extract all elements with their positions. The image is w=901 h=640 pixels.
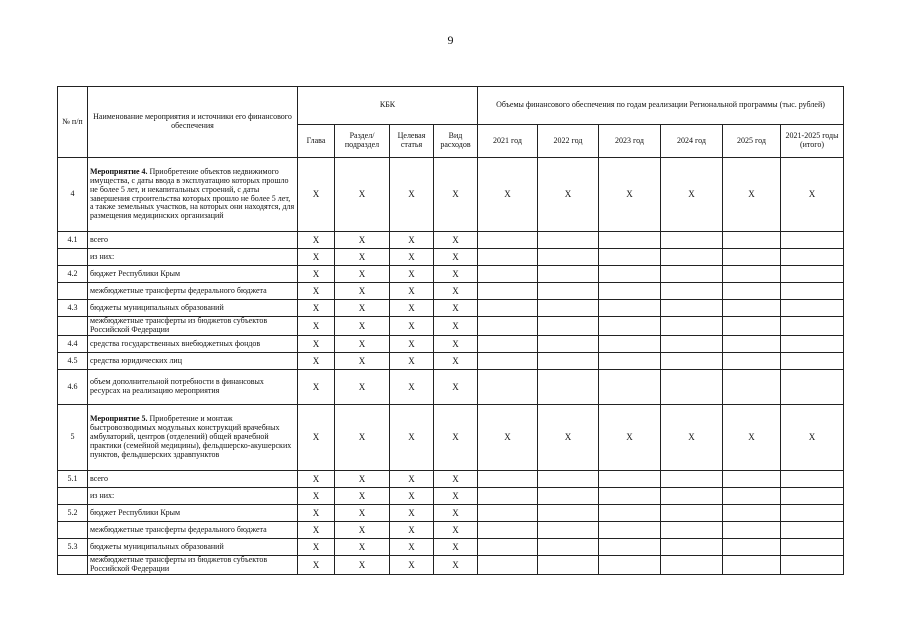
year-cell — [781, 336, 844, 353]
row-number: 4.5 — [58, 353, 88, 370]
year-cell — [781, 505, 844, 522]
row-text: средства государственных внебюджетных фондов — [90, 338, 261, 348]
row-text: объем дополнительной потребности в финансовых ресурсах на реализацию мероприятия — [90, 377, 264, 395]
year-cell — [781, 317, 844, 336]
year-cell — [661, 556, 723, 575]
year-cell — [781, 488, 844, 505]
row-text: бюджет Республики Крым — [90, 507, 181, 517]
kbk-cell: X — [434, 471, 478, 488]
row-name — [88, 522, 298, 539]
row-name — [88, 249, 298, 266]
row-text: межбюджетные трансферты федерального бюджета — [90, 285, 267, 295]
year-cell: X — [781, 405, 844, 471]
year-cell: X — [661, 158, 723, 232]
kbk-cell: X — [390, 370, 434, 405]
kbk-cell: X — [335, 522, 390, 539]
kbk-cell: X — [390, 158, 434, 232]
row-number: 5 — [58, 405, 88, 471]
table-row — [58, 283, 844, 300]
table-row — [58, 249, 844, 266]
row-text: бюджеты муниципальных образований — [90, 302, 224, 312]
row-number — [58, 317, 88, 336]
year-cell — [538, 300, 599, 317]
kbk-cell: X — [434, 232, 478, 249]
row-name — [88, 266, 298, 283]
year-cell — [723, 505, 781, 522]
year-cell: X — [478, 158, 538, 232]
kbk-cell: X — [434, 283, 478, 300]
year-cell — [723, 266, 781, 283]
kbk-cell: X — [298, 539, 335, 556]
row-number — [58, 556, 88, 575]
kbk-cell: X — [298, 317, 335, 336]
year-cell — [538, 488, 599, 505]
row-number: 4.3 — [58, 300, 88, 317]
year-cell — [723, 300, 781, 317]
kbk-cell: X — [335, 158, 390, 232]
kbk-cell: X — [434, 317, 478, 336]
year-cell — [781, 266, 844, 283]
year-cell — [661, 353, 723, 370]
kbk-cell: X — [390, 556, 434, 575]
year-cell — [538, 266, 599, 283]
year-cell — [478, 556, 538, 575]
row-text: межбюджетные трансферты федерального бюджета — [90, 524, 267, 534]
kbk-cell: X — [335, 405, 390, 471]
financing-table — [57, 86, 844, 575]
event-label: Мероприятие 5. — [90, 414, 148, 424]
year-cell — [538, 522, 599, 539]
name-column-header: Наименование мероприятия и источники его финансового обеспечения — [88, 87, 298, 158]
kbk-cell: X — [434, 539, 478, 556]
kbk-cell: X — [298, 266, 335, 283]
year-cell — [478, 471, 538, 488]
kbk-cell: X — [335, 471, 390, 488]
row-name — [88, 232, 298, 249]
year-cell — [538, 539, 599, 556]
year-cell — [478, 300, 538, 317]
row-text: бюджеты муниципальных образований — [90, 541, 224, 551]
kbk-subheader: Вид расходов — [434, 125, 478, 158]
kbk-cell: X — [390, 232, 434, 249]
kbk-cell: X — [335, 505, 390, 522]
kbk-cell: X — [298, 471, 335, 488]
kbk-cell: X — [390, 539, 434, 556]
kbk-cell: X — [335, 232, 390, 249]
row-text: из них: — [90, 490, 115, 500]
kbk-cell: X — [298, 300, 335, 317]
year-cell — [478, 266, 538, 283]
row-text: всего — [90, 473, 109, 483]
kbk-column-header: КБК — [298, 87, 478, 125]
year-cell — [781, 522, 844, 539]
kbk-cell: X — [434, 488, 478, 505]
year-cell: X — [599, 405, 661, 471]
year-subheader: 2024 год — [661, 125, 723, 158]
year-cell — [781, 471, 844, 488]
year-cell — [599, 232, 661, 249]
page-number: 9 — [447, 33, 454, 47]
kbk-cell: X — [390, 488, 434, 505]
row-text: бюджет Республики Крым — [90, 268, 181, 278]
row-name — [88, 317, 298, 336]
kbk-cell: X — [434, 522, 478, 539]
row-text: межбюджетные трансферты из бюджетов субъектов Российской Федерации — [90, 316, 268, 334]
year-cell: X — [599, 158, 661, 232]
kbk-cell: X — [434, 336, 478, 353]
kbk-cell: X — [298, 336, 335, 353]
table-row — [58, 556, 844, 575]
year-cell — [723, 317, 781, 336]
table-body — [58, 158, 844, 575]
row-text: Приобретение и монтаж быстровозводимых модульных конструкций врачебных амбулаторий, центров (отделений) общей врачебной практики (семейной медицины), фельдшерско-акушерских пунктов, фельдшерских здравпунктов — [90, 414, 292, 459]
year-subheader: 2022 год — [538, 125, 599, 158]
kbk-cell: X — [390, 336, 434, 353]
kbk-cell: X — [390, 471, 434, 488]
year-subheader: 2023 год — [599, 125, 661, 158]
table-row — [58, 405, 844, 471]
row-number: 4.4 — [58, 336, 88, 353]
table-row — [58, 370, 844, 405]
year-cell — [661, 266, 723, 283]
year-cell: X — [478, 405, 538, 471]
year-cell — [478, 522, 538, 539]
year-cell — [599, 370, 661, 405]
row-number: 4.1 — [58, 232, 88, 249]
row-number — [58, 283, 88, 300]
table-row — [58, 266, 844, 283]
kbk-cell: X — [434, 300, 478, 317]
kbk-subheader: Глава — [298, 125, 335, 158]
row-name — [88, 283, 298, 300]
year-cell — [478, 370, 538, 405]
kbk-cell: X — [298, 505, 335, 522]
year-cell: X — [723, 405, 781, 471]
table-row — [58, 353, 844, 370]
kbk-cell: X — [390, 266, 434, 283]
year-cell — [538, 505, 599, 522]
kbk-cell: X — [298, 232, 335, 249]
year-cell — [723, 353, 781, 370]
year-cell — [781, 249, 844, 266]
year-cell — [781, 232, 844, 249]
kbk-cell: X — [335, 353, 390, 370]
row-number: 5.2 — [58, 505, 88, 522]
year-cell — [599, 556, 661, 575]
year-subheader: 2025 год — [723, 125, 781, 158]
kbk-cell: X — [335, 556, 390, 575]
year-cell: X — [538, 158, 599, 232]
year-cell — [661, 300, 723, 317]
year-cell — [599, 249, 661, 266]
row-number — [58, 249, 88, 266]
year-cell — [781, 300, 844, 317]
year-cell: X — [661, 405, 723, 471]
kbk-cell: X — [390, 300, 434, 317]
year-cell — [478, 353, 538, 370]
kbk-cell: X — [298, 405, 335, 471]
table-row — [58, 471, 844, 488]
year-cell — [478, 488, 538, 505]
kbk-cell: X — [434, 370, 478, 405]
kbk-cell: X — [390, 249, 434, 266]
year-cell — [538, 471, 599, 488]
year-cell — [661, 317, 723, 336]
kbk-cell: X — [298, 158, 335, 232]
year-cell — [661, 249, 723, 266]
kbk-cell: X — [434, 266, 478, 283]
year-cell: X — [781, 158, 844, 232]
kbk-cell: X — [335, 317, 390, 336]
kbk-cell: X — [390, 405, 434, 471]
table-row — [58, 336, 844, 353]
row-number — [58, 522, 88, 539]
kbk-cell: X — [434, 158, 478, 232]
year-cell — [661, 232, 723, 249]
table-row — [58, 539, 844, 556]
kbk-cell: X — [390, 317, 434, 336]
financing-column-header: Объемы финансового обеспечения по годам реализации Региональной программы (тыс. рублей) — [478, 87, 844, 125]
year-cell — [599, 336, 661, 353]
table-row — [58, 488, 844, 505]
year-cell — [599, 317, 661, 336]
year-cell — [478, 505, 538, 522]
year-cell — [661, 370, 723, 405]
year-cell — [599, 539, 661, 556]
year-cell — [478, 249, 538, 266]
table-row — [58, 158, 844, 232]
year-cell — [599, 300, 661, 317]
kbk-cell: X — [335, 249, 390, 266]
kbk-cell: X — [434, 505, 478, 522]
year-cell — [599, 522, 661, 539]
year-cell — [538, 232, 599, 249]
row-number: 4 — [58, 158, 88, 232]
row-name — [88, 353, 298, 370]
kbk-cell: X — [335, 488, 390, 505]
row-text: из них: — [90, 251, 115, 261]
kbk-cell: X — [390, 283, 434, 300]
table-row — [58, 317, 844, 336]
row-text: межбюджетные трансферты из бюджетов субъектов Российской Федерации — [90, 555, 268, 573]
year-cell — [723, 283, 781, 300]
header-row-1 — [58, 87, 844, 125]
year-cell — [661, 488, 723, 505]
row-name — [88, 300, 298, 317]
year-cell — [478, 317, 538, 336]
kbk-cell: X — [434, 353, 478, 370]
year-cell — [723, 471, 781, 488]
kbk-cell: X — [335, 300, 390, 317]
table-row — [58, 522, 844, 539]
year-cell — [723, 522, 781, 539]
table-row — [58, 232, 844, 249]
row-text: Приобретение объектов недвижимого имущества, с даты ввода в эксплуатацию которых прошло не более 5 лет, и некапитальных строений, с даты завершения строительства которых прошло не более 5 лет, а также земельных участков, на которых они находятся, для размещения медицинских организаций — [90, 166, 295, 221]
row-name — [88, 370, 298, 405]
kbk-subheader: Раздел/ подраздел — [335, 125, 390, 158]
year-cell — [599, 353, 661, 370]
year-cell — [661, 539, 723, 556]
year-cell: X — [538, 405, 599, 471]
year-cell — [781, 283, 844, 300]
row-name — [88, 336, 298, 353]
kbk-cell: X — [390, 353, 434, 370]
year-subheader: 2021 год — [478, 125, 538, 158]
year-cell — [538, 283, 599, 300]
year-cell — [781, 539, 844, 556]
row-name — [88, 539, 298, 556]
kbk-cell: X — [434, 556, 478, 575]
year-cell — [723, 336, 781, 353]
year-cell — [781, 556, 844, 575]
row-name — [88, 556, 298, 575]
year-cell — [599, 266, 661, 283]
row-number — [58, 488, 88, 505]
year-cell — [478, 283, 538, 300]
year-cell — [661, 471, 723, 488]
row-text: всего — [90, 234, 109, 244]
num-column-header: № п/п — [58, 87, 88, 158]
year-cell — [538, 317, 599, 336]
kbk-cell: X — [298, 370, 335, 405]
table-row — [58, 505, 844, 522]
year-cell — [723, 539, 781, 556]
kbk-cell: X — [335, 283, 390, 300]
year-cell: X — [723, 158, 781, 232]
table-row — [58, 300, 844, 317]
event-label: Мероприятие 4. — [90, 166, 148, 176]
year-cell — [538, 370, 599, 405]
year-cell — [599, 283, 661, 300]
year-cell — [599, 488, 661, 505]
row-number: 4.6 — [58, 370, 88, 405]
year-cell — [538, 353, 599, 370]
year-cell — [661, 283, 723, 300]
year-cell — [723, 488, 781, 505]
kbk-cell: X — [298, 353, 335, 370]
year-cell — [723, 556, 781, 575]
row-text: средства юридических лиц — [90, 355, 182, 365]
kbk-cell: X — [390, 522, 434, 539]
kbk-cell: X — [335, 370, 390, 405]
row-name — [88, 471, 298, 488]
kbk-cell: X — [335, 266, 390, 283]
year-cell — [599, 505, 661, 522]
year-cell — [781, 353, 844, 370]
year-cell — [661, 505, 723, 522]
kbk-cell: X — [434, 249, 478, 266]
year-cell — [478, 539, 538, 556]
row-name — [88, 488, 298, 505]
row-name — [88, 505, 298, 522]
kbk-cell: X — [335, 336, 390, 353]
row-number: 5.3 — [58, 539, 88, 556]
row-number: 5.1 — [58, 471, 88, 488]
kbk-cell: X — [298, 488, 335, 505]
row-number: 4.2 — [58, 266, 88, 283]
year-cell — [781, 370, 844, 405]
year-cell — [661, 522, 723, 539]
kbk-cell: X — [298, 283, 335, 300]
year-cell — [538, 249, 599, 266]
row-name — [88, 405, 298, 471]
kbk-subheader: Целевая статья — [390, 125, 434, 158]
kbk-cell: X — [335, 539, 390, 556]
kbk-cell: X — [298, 249, 335, 266]
year-cell — [538, 556, 599, 575]
kbk-cell: X — [390, 505, 434, 522]
year-subheader: 2021-2025 годы (итого) — [781, 125, 844, 158]
year-cell — [723, 370, 781, 405]
year-cell — [723, 232, 781, 249]
kbk-cell: X — [298, 522, 335, 539]
year-cell — [599, 471, 661, 488]
year-cell — [661, 336, 723, 353]
year-cell — [538, 336, 599, 353]
year-cell — [723, 249, 781, 266]
year-cell — [478, 336, 538, 353]
year-cell — [478, 232, 538, 249]
kbk-cell: X — [434, 405, 478, 471]
row-name — [88, 158, 298, 232]
kbk-cell: X — [298, 556, 335, 575]
